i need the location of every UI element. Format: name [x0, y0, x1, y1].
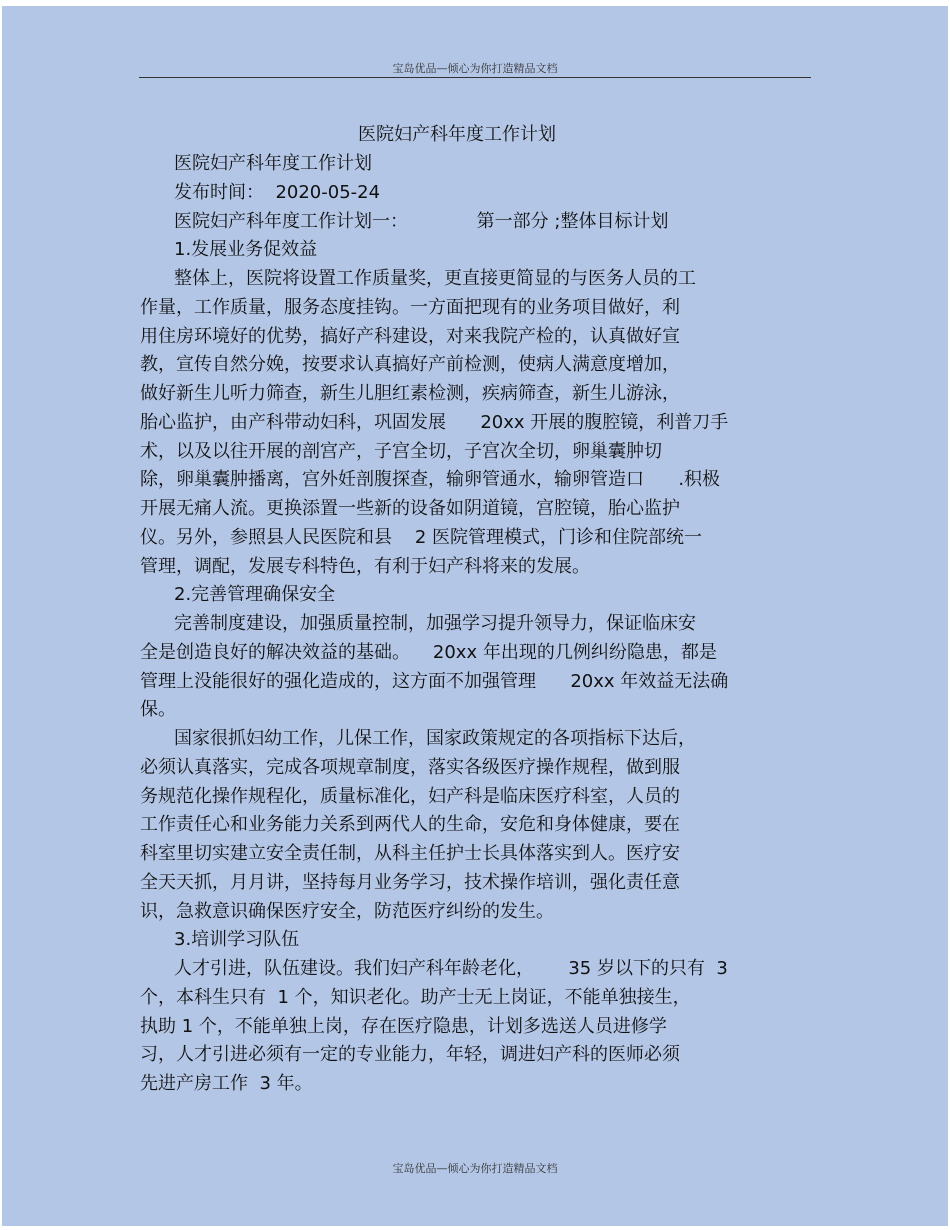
doc-line: 管理上没能很好的强化造成的，这方面不加强管理 20xx 年效益无法确 — [140, 671, 729, 692]
doc-line: 个，本科生只有 1 个，知识老化。助产士无上岗证，不能单独接生， — [140, 987, 691, 1008]
doc-line: 仪。另外，参照县人民医院和县 2 医院管理模式，门诊和住院部统一 — [140, 527, 703, 548]
doc-line: 整体上，医院将设置工作质量奖，更直接更简显的与医务人员的工 — [174, 268, 696, 289]
doc-line: 完善制度建设，加强质量控制，加强学习提升领导力，保证临床安 — [174, 613, 696, 634]
page-header: 宝岛优品—倾心为你打造精品文档 — [392, 62, 558, 75]
doc-line: 全天天抓，月月讲，坚持每月业务学习，技术操作培训，强化责任意 — [140, 872, 680, 893]
doc-line: 作量，工作质量，服务态度挂钩。一方面把现有的业务项目做好，利 — [140, 297, 680, 318]
doc-line: 先进产房工作 3 年。 — [140, 1073, 313, 1094]
doc-line: 习，人才引进必须有一定的专业能力，年轻，调进妇产科的医师必须 — [140, 1044, 680, 1065]
doc-line: 国家很抓妇幼工作，儿保工作，国家政策规定的各项指标下达后， — [174, 728, 696, 749]
doc-line: 开展无痛人流。更换添置一些新的设备如阴道镜，宫腔镜，胎心监护 — [140, 498, 680, 519]
doc-line: 除，卵巢囊肿播离，宫外妊剖腹探查，输卵管通水，输卵管造口 .积极 — [140, 469, 721, 490]
doc-line: 医院妇产科年度工作计划 — [174, 153, 372, 174]
doc-line: 执助 1 个，不能单独上岗，存在医疗隐患，计划多选送人员进修学 — [140, 1016, 667, 1037]
doc-line: 全是创造良好的解决效益的基础。 20xx 年出现的几例纠纷隐患，都是 — [140, 642, 717, 663]
doc-line: 工作责任心和业务能力关系到两代人的生命，安危和身体健康，要在 — [140, 814, 680, 835]
header-rule — [139, 77, 811, 78]
section-heading: 1.发展业务促效益 — [174, 239, 318, 260]
doc-line: 教，宣传自然分娩，按要求认真搞好产前检测，使病人满意度增加， — [140, 354, 680, 375]
section-heading: 3.培训学习队伍 — [174, 929, 300, 950]
doc-line: 医院妇产科年度工作计划一： 第一部分 ;整体目标计划 — [174, 211, 669, 232]
doc-line: 人才引进，队伍建设。我们妇产科年龄老化， 35 岁以下的只有 3 — [174, 958, 728, 979]
doc-line: 必须认真落实，完成各项规章制度，落实各级医疗操作规程，做到服 — [140, 757, 680, 778]
doc-line: 识，急救意识确保医疗安全，防范医疗纠纷的发生。 — [140, 901, 554, 922]
doc-line: 务规范化操作规程化，质量标准化，妇产科是临床医疗科室，人员的 — [140, 786, 680, 807]
doc-line: 保。 — [140, 699, 176, 720]
document-title: 医院妇产科年度工作计划 — [358, 124, 556, 145]
doc-line: 术，以及以往开展的剖宫产，子宫全切，子宫次全切，卵巢囊肿切 — [140, 441, 662, 462]
page-footer: 宝岛优品—倾心为你打造精品文档 — [392, 1162, 558, 1175]
doc-line: 管理，调配，发展专科特色，有利于妇产科将来的发展。 — [140, 556, 590, 577]
doc-line: 做好新生儿听力筛查，新生儿胆红素检测，疾病筛查，新生儿游泳， — [140, 383, 680, 404]
section-heading: 2.完善管理确保安全 — [174, 584, 336, 605]
doc-line: 科室里切实建立安全责任制，从科主任护士长具体落实到人。医疗安 — [140, 843, 680, 864]
doc-line: 发布时间： 2020-05-24 — [174, 182, 381, 203]
doc-line: 用住房环境好的优势，搞好产科建设，对来我院产检的，认真做好宣 — [140, 326, 680, 347]
doc-line: 胎心监护，由产科带动妇科，巩固发展 20xx 开展的腹腔镜，利普刀手 — [140, 412, 729, 433]
document-page — [2, 6, 948, 1226]
